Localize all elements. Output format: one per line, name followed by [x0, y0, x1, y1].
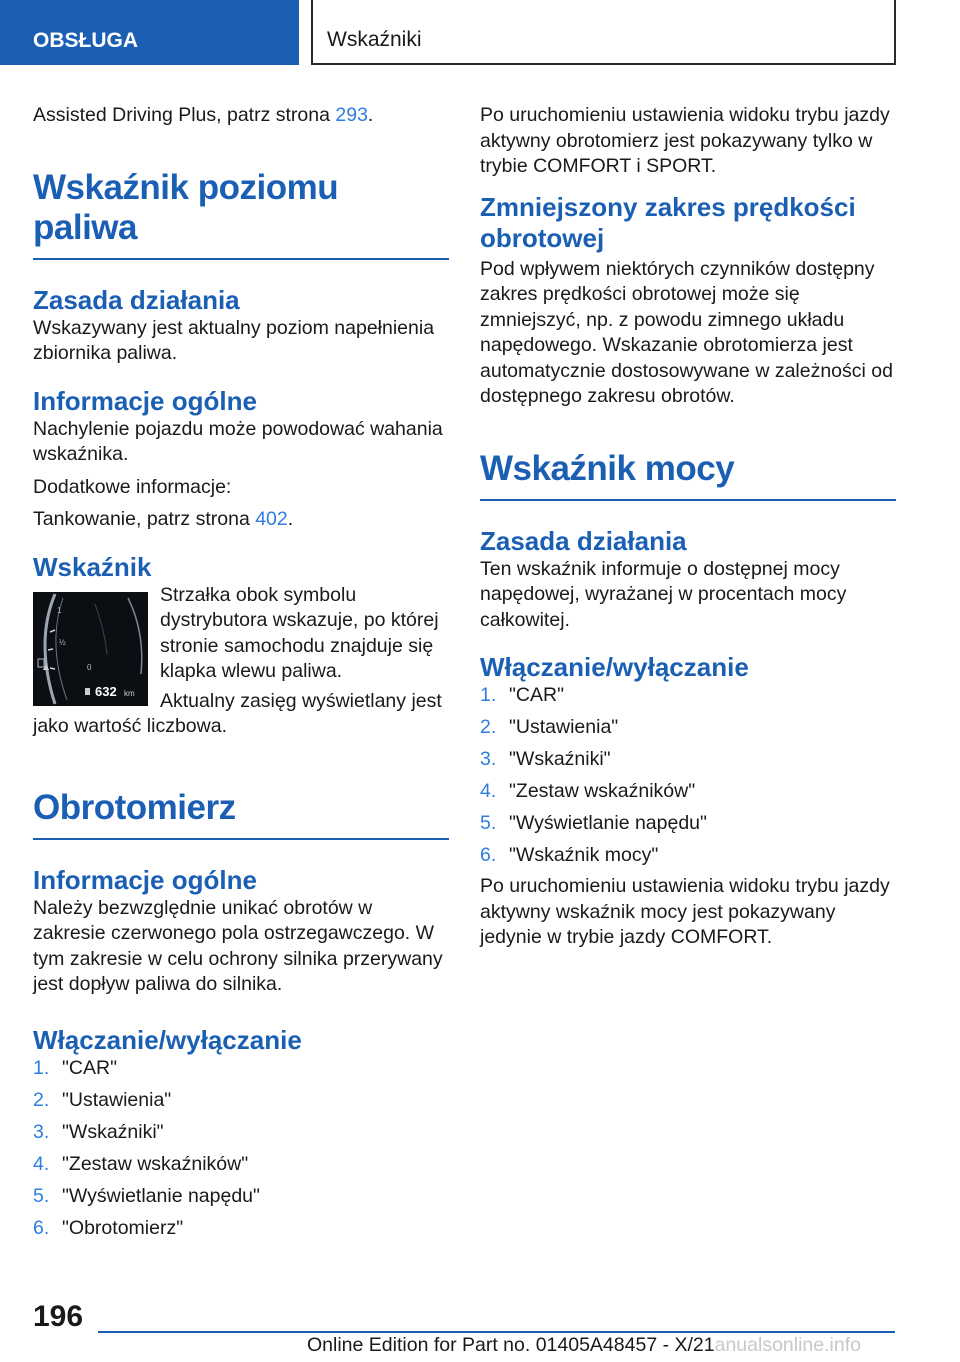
list-item [33, 1088, 449, 1114]
step-text: "Wskaźniki" [509, 748, 611, 770]
section-tab [0, 0, 299, 65]
fuel-gauge-image [33, 592, 148, 706]
fuel-gauge-graphic [33, 592, 148, 706]
fuel-pump-icon [38, 659, 44, 667]
fuel-tick-half: ½ [59, 637, 66, 647]
step-text: "Ustawienia" [62, 1088, 172, 1111]
step-number: 6. [480, 844, 497, 866]
step-text: "Wskaźniki" [62, 1120, 164, 1143]
fuel-principle-heading: Zasada działania [33, 284, 240, 315]
refuel-paragraph: Tankowanie, patrz strona 402. [33, 508, 294, 530]
tacho-steps-list [33, 1056, 449, 1242]
step-number: 1. [33, 1056, 50, 1079]
step-number: 1. [480, 684, 497, 706]
step-text: "Zestaw wskaźników" [509, 780, 696, 802]
tacho-general-heading: Informacje ogólne [33, 864, 257, 895]
step-text: "Zestaw wskaźników" [62, 1152, 249, 1175]
range-unit: km [124, 688, 135, 698]
step-text: "CAR" [509, 684, 565, 706]
range-text: Aktualny zasięg wyświetlany jest jako wartość liczbowa. [33, 689, 442, 737]
step-number: 3. [480, 748, 497, 770]
reduced-range-heading: Zmniejszony zakres prędkości obrotowej [480, 191, 856, 253]
power-note: Po uruchomieniu ustawienia widoku trybu jazdy aktywny wskaźnik mocy jest pokazywany jedynie w trybie jazdy COMFORT. [480, 875, 890, 948]
page-link-293[interactable]: 293 [335, 104, 368, 126]
fuel-general-heading: Informacje ogólne [33, 385, 257, 416]
step-text: "Ustawienia" [509, 716, 619, 738]
list-item [33, 1120, 449, 1146]
tacho-toggle-heading: Włączanie/wyłączanie [33, 1024, 302, 1055]
reduced-range-text: Pod wpływem niektórych czynników dostępny zakres prędkości obrotowej może się zmniejszyć, np. z powodu zimnego układu napędowego. Wskazanie obrotomierza jest automatycznie dostosowywane w zależności od dostępnego zakresu obrotów. [480, 257, 893, 407]
fuel-general-text: Nachylenie pojazdu może powodować wahania wskaźnika. [33, 417, 443, 465]
edition-text: Online Edition for Part no. 01405A48457 - X/21anualsonline.info [307, 1334, 861, 1356]
step-text: "Wyświetlanie napędu" [509, 812, 707, 834]
list-item [480, 683, 896, 709]
chapter-tab [311, 0, 896, 65]
list-item [33, 1216, 449, 1242]
step-text: "Wyświetlanie napędu" [62, 1184, 260, 1207]
intro-paragraph: Assisted Driving Plus, patrz strona 293. [33, 104, 374, 126]
step-number: 2. [480, 716, 497, 738]
step-number: 6. [33, 1216, 50, 1239]
list-item [480, 811, 896, 837]
step-number: 3. [33, 1120, 50, 1143]
fuel-tick-0: 0 [87, 662, 92, 672]
fuel-gauge-title: Wskaźnik poziomu paliwa [33, 168, 449, 260]
step-number: 2. [33, 1088, 50, 1111]
list-item [480, 715, 896, 741]
fuel-indicator-text: Strzałka obok symbolu dystrybutora wskazuje, po której stronie samochodu znajduje się klapka wlewu paliwa. [160, 583, 439, 682]
fuel-additional-text: Dodatkowe informacje: [33, 475, 232, 498]
list-item [480, 747, 896, 773]
fuel-pump-small-icon [85, 688, 90, 695]
power-meter-title: Wskaźnik mocy [480, 449, 896, 501]
page-link-402[interactable]: 402 [255, 508, 288, 530]
fuel-tick-1: 1 [57, 605, 62, 615]
fuel-principle-text: Wskazywany jest aktualny poziom napełnienia zbiornika paliwa. [33, 316, 435, 364]
right-column [480, 103, 896, 951]
list-item [480, 843, 896, 869]
left-column [33, 103, 449, 1248]
step-number: 4. [480, 780, 497, 802]
tachometer-title: Obrotomierz [33, 788, 449, 840]
page-number: 196 [33, 1300, 84, 1333]
power-steps-list [480, 683, 896, 869]
fuel-indicator-heading: Wskaźnik [33, 551, 152, 582]
step-number: 4. [33, 1152, 50, 1175]
range-value: 632 [95, 683, 117, 699]
list-item [33, 1152, 449, 1178]
power-principle-text: Ten wskaźnik informuje o dostępnej mocy napędowej, wyrażanej w procentach mocy całkowitej. [480, 557, 847, 631]
step-number: 5. [33, 1184, 50, 1207]
step-text: "CAR" [62, 1056, 118, 1079]
list-item [33, 1056, 449, 1082]
footer-divider [98, 1331, 895, 1333]
step-number: 5. [480, 812, 497, 834]
tacho-general-text: Należy bezwzględnie unikać obrotów w zakresie czerwonego pola ostrzegawczego. W tym zakresie w celu ochrony silnika przerywany jest dopływ paliwa do silnika. [33, 896, 443, 995]
step-text: "Wskaźnik mocy" [509, 844, 659, 866]
section-title: OBSŁUGA [33, 29, 138, 52]
list-item [480, 779, 896, 805]
watermark-text: anualsonline.info [714, 1334, 861, 1356]
list-item [33, 1184, 449, 1210]
step-text: "Obrotomierz" [62, 1216, 184, 1239]
chapter-title: Wskaźniki [327, 28, 422, 51]
power-toggle-heading: Włączanie/wyłączanie [480, 652, 749, 682]
power-principle-heading: Zasada działania [480, 525, 687, 556]
tacho-note: Po uruchomieniu ustawienia widoku trybu jazdy aktywny obrotomierz jest pokazywany tylko w trybie COMFORT i SPORT. [480, 104, 890, 177]
